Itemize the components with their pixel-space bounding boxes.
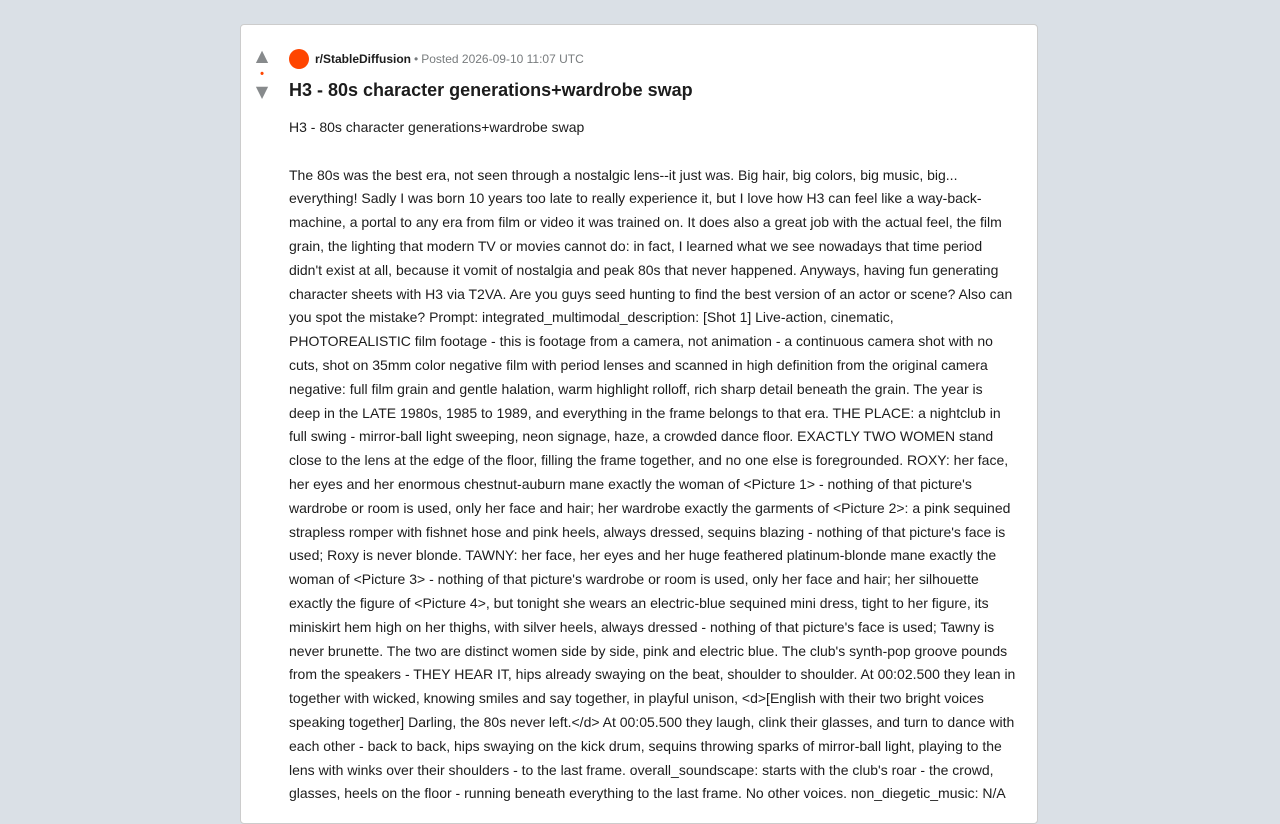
subreddit-link[interactable]: r/StableDiffusion <box>315 52 412 66</box>
upvote-icon[interactable]: ▲ <box>255 46 269 65</box>
post-meta <box>289 49 1017 69</box>
post-card <box>240 24 1038 824</box>
post-body: H3 - 80s character generations+wardrobe swap The 80s was the best era, not seen through a nostalgic lens--it just was. Big hair, big colors, big music, big... everything! Sadly I was born 10 years too late to really experience it, but I love how H3 can feel like a way-back-machine, a portal to any era from film or video it was trained on. It does also a great job with the actual feel, the film grain, the lighting that modern TV or movies cannot do: in fact, I learned what we see nowadays that time period didn't exist at all, because it vomit of nostalgia and peak 80s that never happened. Anyways, having fun generating character sheets with H3 via T2VA. Are you guys seed hunting to find the best version of an actor or scene? Also can you spot the mistake? Prompt: integrated_multimodal_description: [Shot 1] Live-action, cinematic, PHOTOREALISTIC film footage - this is footage from a camera, not animation - a continuous camera shot with no cuts, shot on 35mm color negative film with period lenses and scanned in high definition from the original camera negative: full film grain and gentle halation, warm highlight rolloff, rich sharp detail beneath the grain. The year is deep in the LATE 1980s, 1985 to 1989, and everything in the frame belongs to that era. THE PLACE: a nightclub in full swing - mirror-ball light sweeping, neon signage, haze, a crowded dance floor. EXACTLY TWO WOMEN stand close to the lens at the edge of the floor, filling the frame together, and no one else is foregrounded. ROXY: her face, her eyes and her enormous chestnut-auburn mane exactly the woman of <Picture 1> - nothing of that picture's wardrobe or room is used, only her face and hair; her wardrobe exactly the garments of <Picture 2>: a pink sequined strapless romper with fishnet hose and pink heels, always dressed, sequins blazing - nothing of that picture's face is used; Roxy is never blonde. TAWNY: her face, her eyes and her huge feathered platinum-blonde mane exactly the woman of <Picture 3> - nothing of that picture's wardrobe or room is used, only her face and hair; her silhouette exactly the figure of <Picture 4>, but tonight she wears an electric-blue sequined mini dress, tight to her figure, its miniskirt hem high on her thighs, with silver heels, always dressed - nothing of that picture's face is used; Tawny is never brunette. The two are distinct women side by side, pink and electric blue. The club's synth-pop groove pounds from the speakers - THEY HEAR IT, hips already swaying on the beat, shoulder to shoulder. At 00:02.500 they lean in together with wicked, knowing smiles and say together, in playful unison, <d>[English with their two bright voices speaking together] Darling, the 80s never left.</d> At 00:05.500 they laugh, clink their glasses, and turn to dance with each other - back to back, hips swaying on the kick drum, sequins throwing sparks of mirror-ball light, playing to the lens with winks over their shoulders - to the last frame. overall_soundscape: starts with the club's roar - the crowd, glasses, heels on the floor - running beneath everything to the last frame. No other voices. non_diegetic_music: N/A <box>289 119 1016 802</box>
post-timestamp: Posted 2026-09-10 11:07 UTC <box>421 52 584 66</box>
downvote-icon[interactable]: ▼ <box>255 82 269 101</box>
vote-score: • <box>260 68 264 80</box>
post-content <box>289 49 1017 806</box>
subreddit-icon[interactable] <box>289 49 309 69</box>
post-title[interactable]: H3 - 80s character generations+wardrobe swap <box>289 80 693 100</box>
vote-column <box>249 47 275 101</box>
meta-separator: • <box>414 52 419 66</box>
